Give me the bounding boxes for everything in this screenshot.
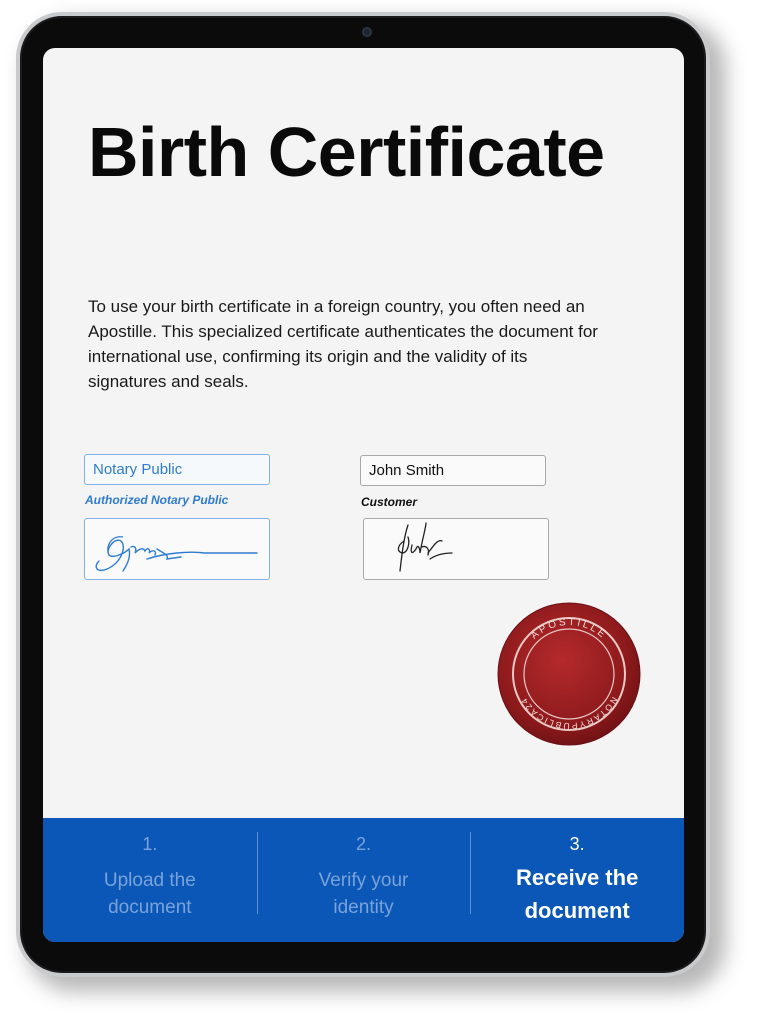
tablet-screen bbox=[43, 48, 684, 942]
svg-text:NOTARYPUBLICA24: NOTARYPUBLICA24 bbox=[518, 695, 620, 732]
notary-signature-box[interactable] bbox=[84, 518, 270, 580]
notary-caption: Authorized Notary Public bbox=[85, 493, 229, 507]
tablet-frame bbox=[16, 12, 710, 977]
step-label: Upload the document bbox=[103, 870, 196, 918]
step-upload[interactable] bbox=[43, 818, 257, 942]
notary-signature-icon bbox=[85, 519, 268, 578]
step-label: Verify your identity bbox=[318, 870, 409, 918]
step-label: Receive the document bbox=[516, 865, 639, 923]
camera-icon bbox=[362, 27, 372, 37]
progress-steps bbox=[43, 818, 684, 942]
intro-paragraph: To use your birth certificate in a foreign country, you often need an Apostille. This specialized certificate authenticates the document for international use, confirming its origin and the validity of its signatures and seals. bbox=[88, 297, 598, 391]
svg-text:APOSTILLE: APOSTILLE bbox=[529, 616, 609, 642]
customer-name-field[interactable]: John Smith bbox=[360, 455, 546, 486]
step-number: 3. bbox=[569, 834, 585, 854]
customer-signature-box[interactable] bbox=[363, 518, 549, 580]
apostille-seal-icon bbox=[496, 601, 642, 747]
step-verify[interactable] bbox=[257, 818, 471, 942]
step-receive[interactable] bbox=[470, 818, 684, 942]
page-title: Birth Certificate bbox=[88, 113, 605, 191]
notary-name-field[interactable]: Notary Public bbox=[84, 454, 270, 485]
step-number: 2. bbox=[356, 834, 372, 854]
step-number: 1. bbox=[142, 834, 158, 854]
customer-caption: Customer bbox=[361, 495, 418, 509]
customer-signature-icon bbox=[364, 519, 547, 578]
